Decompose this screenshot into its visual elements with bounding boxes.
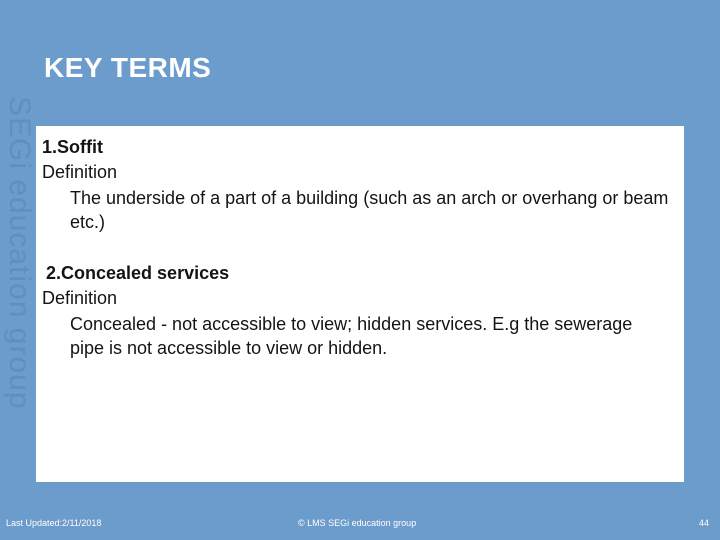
watermark-text: SEGi education group (3, 96, 36, 410)
term-concealed-services (42, 262, 674, 360)
term-definition-text: Concealed - not accessible to view; hidden services. E.g the sewerage pipe is not accessible to view or hidden. (70, 314, 633, 358)
term-definition-label: Definition (42, 162, 118, 182)
term-heading: 2.Concealed services (46, 263, 230, 283)
term-soffit (42, 136, 674, 234)
page-number: 44 (699, 518, 710, 528)
slide-title: KEY TERMS (44, 52, 212, 83)
footer-last-updated: Last Updated:2/11/2018 (6, 518, 102, 528)
term-definition-label: Definition (42, 288, 118, 308)
content-panel (36, 126, 684, 482)
watermark (2, 96, 36, 436)
term-heading: 1.Soffit (42, 137, 103, 157)
term-definition-text: The underside of a part of a building (such as an arch or overhang or beam etc.) (70, 188, 669, 232)
footer-copyright: © LMS SEGi education group (298, 518, 417, 528)
